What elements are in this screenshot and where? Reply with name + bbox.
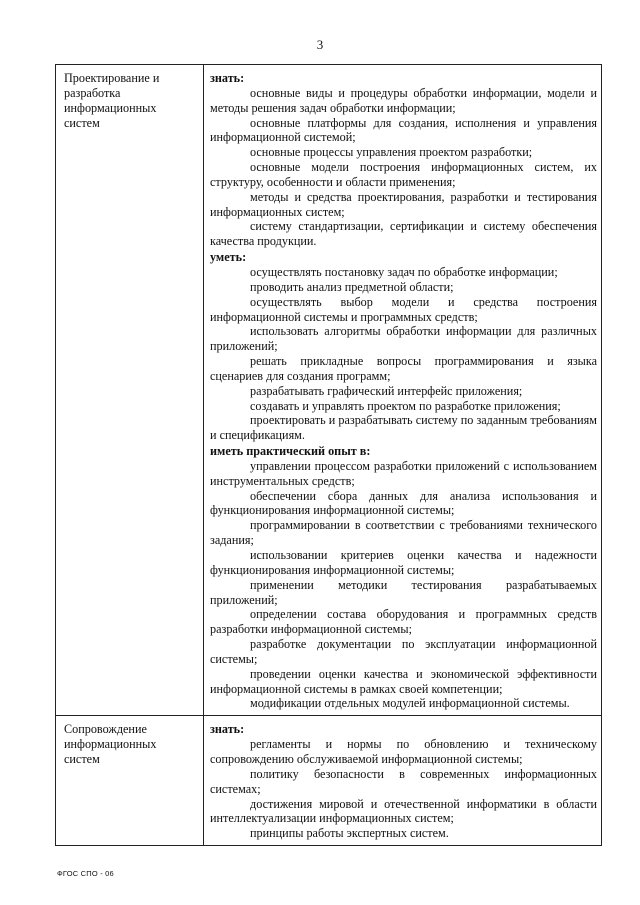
list-item: разрабатывать графический интерфейс приложения; <box>250 383 523 398</box>
list-item: проводить анализ предметной области; <box>250 279 454 294</box>
competency-table <box>55 64 602 846</box>
topic-cell <box>56 716 204 846</box>
list-item: проведении оценки качества и экономической эффективности информационной системы в рамках своей компетенции; <box>210 666 597 696</box>
list-item: основные платформы для создания, исполнения и управления информационной системой; <box>210 115 597 145</box>
table-row <box>56 716 602 846</box>
topic-label: Проектирование и разработка информационных систем <box>64 71 160 130</box>
list-item: основные виды и процедуры обработки информации, модели и методы решения задач обработки информации; <box>210 85 597 115</box>
topic-label: Сопровождение информационных систем <box>64 722 157 766</box>
list-item: разработке документации по эксплуатации информационной системы; <box>210 637 597 666</box>
content-cell <box>204 716 602 846</box>
list-item: применении методики тестирования разрабатываемых приложений; <box>210 577 597 607</box>
list-item: основные модели построения информационных систем, их структуру, особенности и области применения; <box>210 160 597 189</box>
list-item: систему стандартизации, сертификации и систему обеспечения качества продукции. <box>210 219 597 249</box>
list-item: определении состава оборудования и программных средств разработки информационной системы; <box>210 607 597 637</box>
list-item: решать прикладные вопросы программирования и языка сценариев для создания программ; <box>210 354 597 383</box>
table-row <box>56 65 602 716</box>
list-item: осуществлять постановку задач по обработке информации; <box>250 264 558 279</box>
list-item: политику безопасности в современных информационных системах; <box>210 766 597 796</box>
list-item: использовании критериев оценки качества и надежности функционирования информационной системы; <box>210 548 597 577</box>
content-cell <box>204 65 602 716</box>
list-item: принципы работы экспертных систем. <box>250 826 449 841</box>
section-heading: уметь: <box>210 250 247 265</box>
section-heading: знать: <box>210 722 245 737</box>
list-item: регламенты и нормы по обновлению и техническому сопровождению обслуживаемой информационной системы; <box>210 737 597 766</box>
section-heading: знать: <box>210 71 245 85</box>
list-item: осуществлять выбор модели и средства построения информационной системы и программных средств; <box>210 294 597 324</box>
page-number: 3 <box>316 37 324 52</box>
list-item: достижения мировой и отечественной информатики в области интеллектуализации информационных систем; <box>210 796 597 826</box>
list-item: проектировать и разрабатывать систему по заданным требованиям и спецификациям. <box>210 413 597 443</box>
list-item: методы и средства проектирования, разработки и тестирования информационных систем; <box>210 189 597 219</box>
section-heading: иметь практический опыт в: <box>210 444 371 459</box>
list-item: обеспечении сбора данных для анализа использования и функционирования информационной системы; <box>210 488 597 518</box>
list-item: основные процессы управления проектом разработки; <box>250 145 533 160</box>
list-item: модификации отдельных модулей информационной системы. <box>250 696 570 711</box>
list-item: создавать и управлять проектом по разработке приложения; <box>250 398 561 413</box>
footer-standard-code: ФГОС СПО - 06 <box>57 869 114 878</box>
list-item: программировании в соответствии с требованиями технического задания; <box>210 518 597 548</box>
topic-cell <box>56 65 204 716</box>
list-item: использовать алгоритмы обработки информации для различных приложений; <box>210 324 597 354</box>
list-item: управлении процессом разработки приложений с использованием инструментальных средств; <box>210 458 597 488</box>
